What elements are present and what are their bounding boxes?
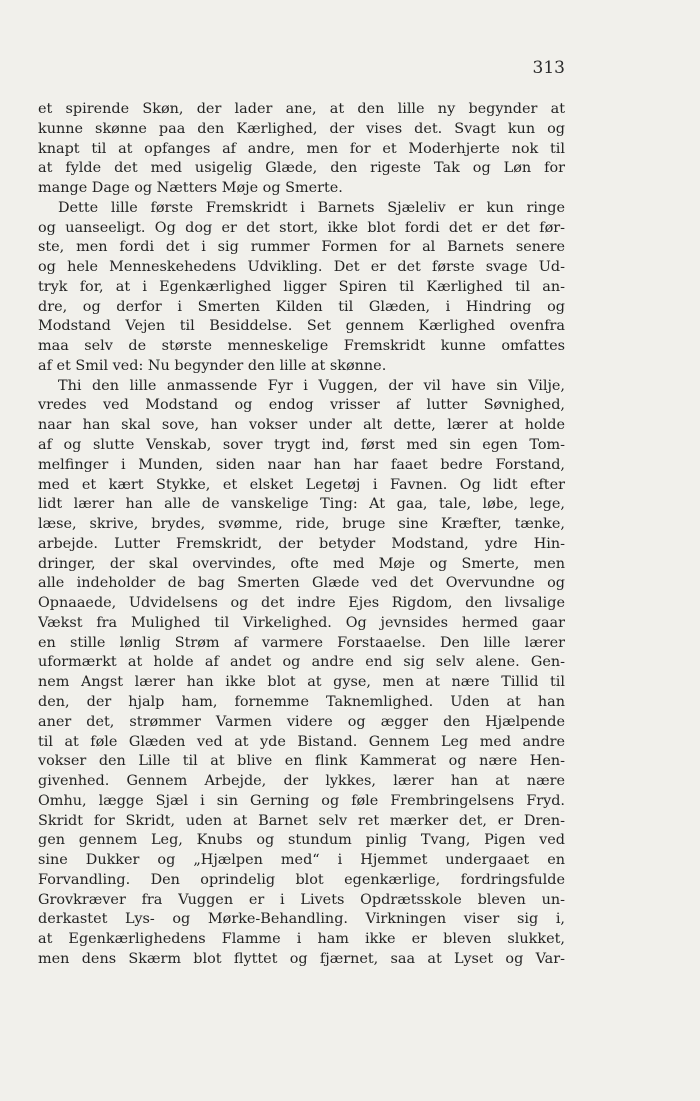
text-line: af et Smil ved: Nu begynder den lille at skønne. [38,357,387,374]
text-line: Grovkræver fra Vuggen er i Livets Opdrætsskole bleven un- [38,891,565,908]
text-line: alle indeholder de bag Smerten Glæde ved det Overvundne og [38,575,565,592]
text-line: Vækst fra Mulighed til Virkelighed. Og jevnsides hermed gaar [38,614,565,631]
text-line: Omhu, lægge Sjæl i sin Gerning og føle Frembringelsens Fryd. [38,792,565,809]
text-line: naar han skal sove, han vokser under alt dette, lærer at holde [38,417,565,434]
text-line: vokser den Lille til at blive en flink Kammerat og nære Hen- [38,753,565,770]
text-line: tryk for, at i Egenkærlighed ligger Spiren til Kærlighed til an- [38,278,565,295]
text-line: Dette lille første Fremskridt i Barnets Sjæleliv er kun ringe [58,199,565,216]
text-line: vredes ved Modstand og endog vrisser af lutter Søvnighed, [38,397,565,414]
text-line: givenhed. Gennem Arbejde, der lykkes, lærer han at nære [38,773,565,790]
text-line: til at føle Glæden ved at yde Bistand. Gennem Leg med andre [38,733,565,750]
text-line: af og slutte Venskab, sover trygt ind, først med sin egen Tom- [38,437,565,454]
text-line: Forvandling. Den oprindelig blot egenkærlige, fordringsfulde [38,871,565,888]
text-line: dre, og derfor i Smerten Kilden til Glæden, i Hindring og [38,298,565,315]
page-number: 313 [532,58,565,78]
text-line: et spirende Skøn, der lader ane, at den lille ny begynder at [38,101,565,117]
text-line: melfinger i Munden, siden naar han har faaet bedre Forstand, [38,456,565,473]
text-line: sine Dukker og „Hjælpen med“ i Hjemmet undergaaet en [38,852,565,869]
text-line: knapt til at opfanges af andre, men for et Moderhjerte nok til [38,140,565,157]
text-line: lidt lærer han alle de vanskelige Ting: At gaa, tale, løbe, lege, [38,496,565,513]
text-line: aner det, strømmer Varmen videre og ægger den Hjælpende [38,713,565,730]
text-line: dringer, der skal overvindes, ofte med Møje og Smerte, men [38,555,565,572]
text-line: gen gennem Leg, Knubs og stundum pinlig Tvang, Pigen ved [38,832,565,849]
text-line: derkastet Lys- og Mørke-Behandling. Virkningen viser sig i, [38,911,565,928]
text-line: og uanseeligt. Og dog er det stort, ikke blot fordi det er det før- [38,219,565,236]
text-line: nem Angst lærer han ikke blot at gyse, men at nære Tillid til [38,674,565,691]
text-line: med et kært Stykke, et elsket Legetøj i Favnen. Og lidt efter [38,476,565,493]
text-line: men dens Skærm blot flyttet og fjærnet, saa at Lyset og Var- [38,950,565,967]
text-line: at fylde det med usigelig Glæde, den rigeste Tak og Løn for [38,160,565,177]
text-line: Skridt for Skridt, uden at Barnet selv ret mærker det, er Dren- [38,812,565,829]
text-line: Thi den lille anmassende Fyr i Vuggen, der vil have sin Vilje, [58,377,565,394]
text-line: uformærkt at holde af andet og andre end sig selv alene. Gen- [38,654,565,671]
text-line: en stille lønlig Strøm af varmere Forstaaelse. Den lille lærer [38,634,565,651]
text-line: at Egenkærlighedens Flamme i ham ikke er bleven slukket, [38,931,565,948]
text-line: læse, skrive, brydes, svømme, ride, bruge sine Kræfter, tænke, [38,516,565,533]
body-text [38,100,565,970]
text-line: og hele Menneskehedens Udvikling. Det er det første svage Ud- [38,259,565,276]
text-line: arbejde. Lutter Fremskridt, der betyder Modstand, ydre Hin- [38,535,565,552]
text-line: Opnaaede, Udvidelsens og det indre Ejes Rigdom, den livsalige [38,595,565,612]
text-line: kunne skønne paa den Kærlighed, der vises det. Svagt kun og [38,120,565,137]
text-line: Modstand Vejen til Besiddelse. Set gennem Kærlighed ovenfra [38,318,565,335]
text-line: maa selv de største menneskelige Fremskridt kunne omfattes [38,338,565,355]
text-line: mange Dage og Nætters Møje og Smerte. [38,180,343,197]
text-line: ste, men fordi det i sig rummer Formen for al Barnets senere [38,239,565,256]
text-line: den, der hjalp ham, fornemme Taknemlighed. Uden at han [38,693,565,710]
